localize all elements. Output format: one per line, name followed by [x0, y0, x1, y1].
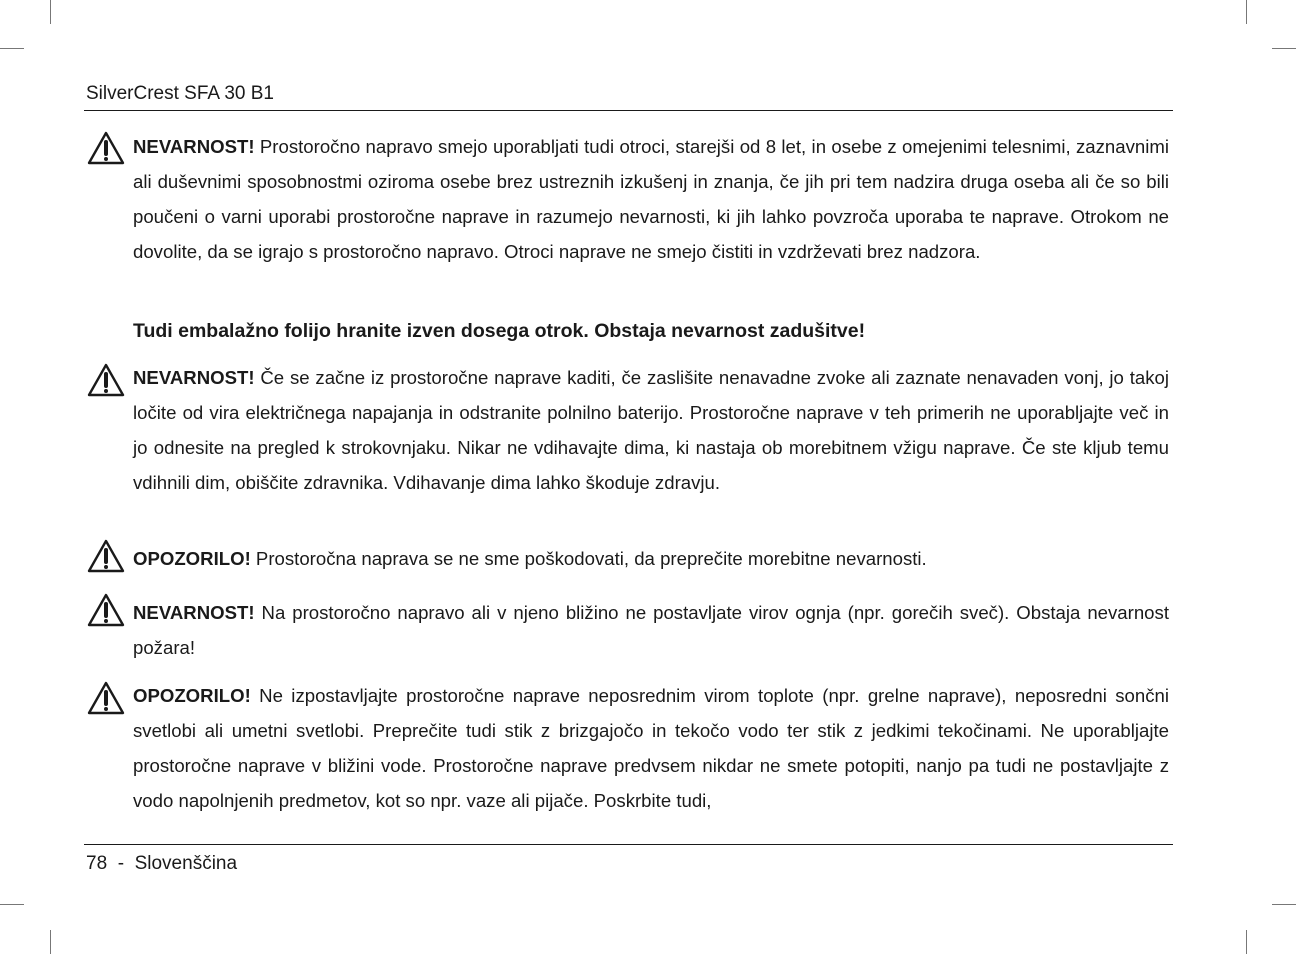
page-header-title: SilverCrest SFA 30 B1 [86, 83, 274, 104]
warning-triangle-icon [86, 130, 126, 166]
crop-mark [1246, 0, 1247, 24]
packaging-note: Tudi embalažno folijo hranite izven dosega otrok. Obstaja nevarnost zadušitve! [133, 320, 866, 342]
warning-triangle-icon [86, 680, 126, 716]
crop-mark [0, 48, 24, 49]
warning-label: NEVARNOST! [133, 367, 255, 388]
crop-mark [1272, 48, 1296, 49]
warning-text: Ne izpostavljajte prostoročne naprave neposrednim virom toplote (npr. grelne naprave), neposredni sončni svetlobi ali umetni svetlobi. Preprečite tudi stik z brizgajočo in tekočo vodo ter stik z jedkimi tekočinami. Ne uporabljajte prostoročne naprave v bližini vode. Prostoročne naprave predvsem nikdar ne smete potopiti, nanjo pa tudi ne postavljajte z vodo napolnjenih predmetov, kot so npr. vaze ali pijače. Poskrbite tudi, [133, 685, 1169, 811]
warning-paragraph [133, 360, 1169, 500]
warning-label: NEVARNOST! [133, 602, 255, 623]
crop-mark [50, 0, 51, 24]
crop-mark [1272, 904, 1296, 905]
warning-label: NEVARNOST! [133, 136, 255, 157]
warning-paragraph [133, 678, 1169, 818]
warning-text: Prostoročna naprava se ne sme poškodovati, da preprečite morebitne nevarnosti. [250, 548, 927, 569]
warning-triangle-icon [86, 592, 126, 628]
page-number: 78 [86, 853, 108, 874]
warning-text: Če se začne iz prostoročne naprave kaditi, če zaslišite nenavadne zvoke ali zaznate nenavaden vonj, jo takoj ločite od vira električnega napajanja in odstranite polnilno baterijo. Prostoročne naprave v teh primerih ne uporabljajte več in jo odnesite na pregled k strokovnjaku. Nikar ne vdihavajte dima, ki nastaja ob morebitnem vžigu naprave. Če ste kljub temu vdihnili dim, obiščite zdravnika. Vdihavanje dima lahko škoduje zdravju. [133, 367, 1169, 493]
warning-label: OPOZORILO! [133, 548, 251, 569]
warning-text: Prostoročno napravo smejo uporabljati tudi otroci, starejši od 8 let, in osebe z omejenimi telesnimi, zaznavnimi ali duševnimi sposobnostmi oziroma osebe brez ustreznih izkušenj in znanja, če jih pri tem nadzira druga oseba ali če so bili poučeni o varni uporabi prostoročne naprave in razumejo nevarnosti, ki jih lahko povzroča uporaba te naprave. Otrokom ne dovolite, da se igrajo s prostoročno napravo. Otroci naprave ne smejo čistiti in vzdrževati brez nadzora. [133, 136, 1169, 262]
crop-mark [50, 930, 51, 954]
header-rule [84, 110, 1173, 111]
warning-triangle-icon [86, 362, 126, 398]
page-footer [86, 852, 237, 876]
footer-rule [84, 844, 1173, 845]
warning-label: OPOZORILO! [133, 685, 251, 706]
crop-mark [1246, 930, 1247, 954]
footer-separator: - [107, 853, 135, 874]
warning-triangle-icon [86, 538, 126, 574]
warning-paragraph [133, 541, 1169, 576]
warning-text: Na prostoročno napravo ali v njeno bližino ne postavljate virov ognja (npr. gorečih sveč). Obstaja nevarnost požara! [133, 602, 1169, 658]
warning-paragraph [133, 595, 1169, 665]
crop-mark [0, 904, 24, 905]
footer-language: Slovenščina [134, 853, 238, 874]
warning-paragraph [133, 129, 1169, 269]
